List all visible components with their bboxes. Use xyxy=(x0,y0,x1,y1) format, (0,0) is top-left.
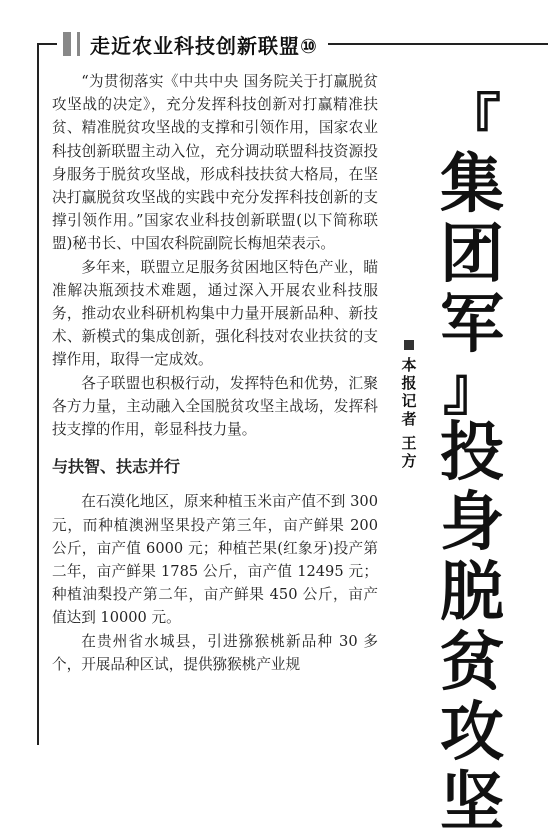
headline-char: 投 xyxy=(440,416,504,490)
byline-char: 记 xyxy=(401,392,417,410)
article-paragraph: 在石漠化地区，原来种植玉米亩产值不到 300 元，而种植澳洲坚果投产第三年，亩产鲜果 200 公斤，亩产值 6000 元；种植芒果(红象牙)投产第二年，亩产鲜果 1785 公斤，亩产值 12495 元；种植油梨投产第二年，亩产鲜果 450 公斤，亩产值达到 10000 元。 xyxy=(52,493,378,627)
headline xyxy=(432,87,512,840)
headline-char: 贫 xyxy=(440,626,504,700)
article-subheading: 与扶智、扶志并行 xyxy=(52,457,181,477)
headline-char: 攻 xyxy=(440,696,504,770)
headline-char: 团 xyxy=(440,218,504,292)
article-paragraph: 在贵州省水城县，引进猕猴桃新品种 30 多个，开展品种区试，提供猕猴桃产业规 xyxy=(52,632,378,673)
series-header xyxy=(57,28,328,60)
byline xyxy=(398,340,420,470)
article-paragraph: 各子联盟也积极行动，发挥特色和优势，汇聚各方力量，主动融入全国脱贫攻坚主战场，发挥科技支撑的作用，彰显科技力量。 xyxy=(52,374,378,439)
headline-char: 身 xyxy=(440,486,504,560)
headline-char: 军 xyxy=(440,288,504,362)
headline-char: 坚 xyxy=(440,766,504,840)
headline-char: 脱 xyxy=(440,556,504,630)
headline-char: 集 xyxy=(440,148,504,222)
series-marker-thin-bar xyxy=(77,32,80,56)
series-title: 走近农业科技创新联盟⑩ xyxy=(90,33,318,58)
article-paragraph: “为贯彻落实《中共中央 国务院关于打赢脱贫攻坚战的决定》，充分发挥科技创新对打赢精准扶贫、精准脱贫攻坚战的支撑和引领作用，国家农业科技创新联盟主动入位，充分调动联盟科技资源投身服务于脱贫攻坚战，形成科技扶贫大格局，在坚决打赢脱贫攻坚战的实践中充分发挥科技创新的支撑引领作用。”国家农业科技创新联盟(以下简称联盟)秘书长、中国农科院副院长梅旭荣表示。 xyxy=(52,73,378,253)
byline-char: 方 xyxy=(401,452,417,470)
headline-open-bracket: 『 xyxy=(442,87,501,155)
byline-char: 王 xyxy=(401,434,417,452)
byline-char: 者 xyxy=(401,410,417,428)
headline-close-bracket: 』 xyxy=(442,355,501,423)
article-paragraph: 多年来，联盟立足服务贫困地区特色产业，瞄准解决瓶颈技术难题，通过深入开展农业科技服务，推动农业科研机构集中力量开展新品种、新技术、新模式的集成创新，强化科技对农业扶贫的支撑作用，取得一定成效。 xyxy=(52,258,378,369)
byline-char: 本 xyxy=(401,356,417,374)
series-marker-bar xyxy=(63,32,71,56)
byline-square-icon xyxy=(404,340,414,350)
byline-char: 报 xyxy=(401,374,417,392)
article-body xyxy=(52,70,378,676)
